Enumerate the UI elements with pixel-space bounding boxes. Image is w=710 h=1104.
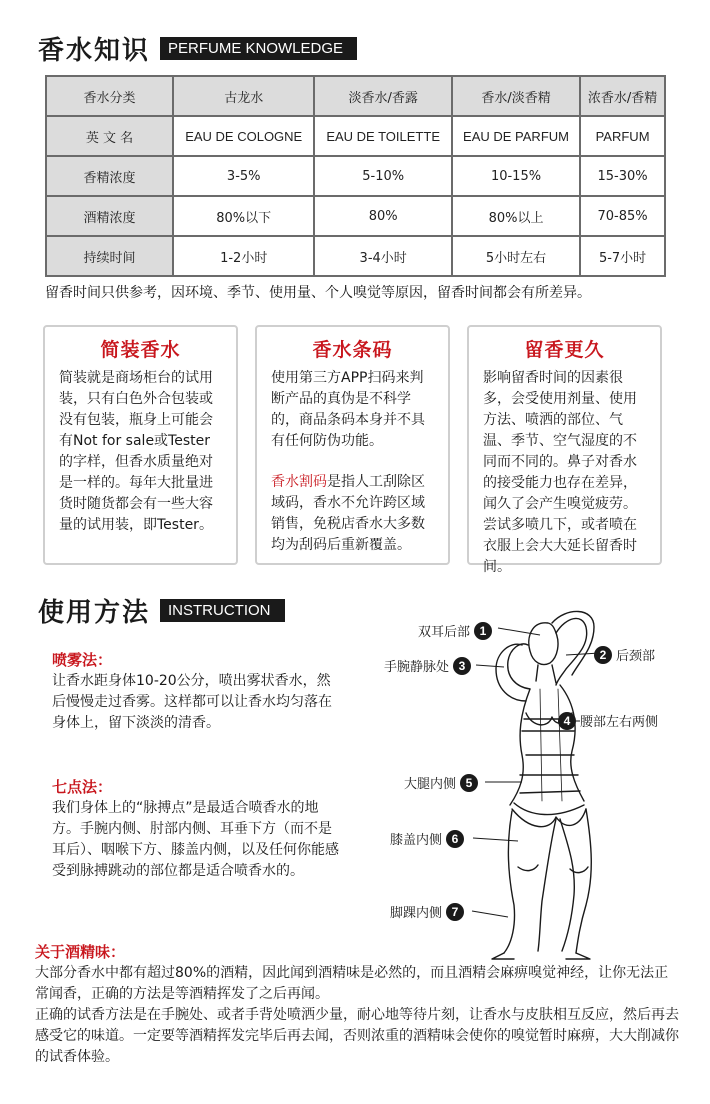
point-4	[558, 711, 658, 730]
row-header-cell: 酒精浓度	[46, 196, 173, 236]
point-1	[418, 621, 492, 640]
table-cell: 10-15%	[452, 156, 580, 196]
card-body	[257, 368, 448, 556]
point-label: 脚踝内侧	[390, 906, 443, 921]
spray-title: 喷雾法：	[52, 651, 113, 669]
number-2-icon: 2	[594, 646, 612, 664]
knowledge-header	[38, 30, 357, 67]
table-cell: 70-85%	[580, 196, 665, 236]
table-cell: 5小时左右	[452, 236, 580, 276]
highlight-text: 香水割码	[271, 474, 327, 490]
table-cell: 80%以下	[173, 196, 314, 236]
table-cell: 15-30%	[580, 156, 665, 196]
number-7-icon: 7	[446, 903, 464, 921]
knowledge-title-en: PERFUME KNOWLEDGE	[160, 37, 357, 60]
knowledge-title: 香水知识	[38, 36, 151, 66]
card-paragraph: 简装就是商场柜台的试用装，只有白色外合包装或没有包装，瓶身上可能会有Not for sale或Tester的字样，但香水质量绝对是一样的。每年大批量进货时随货都会有一些大容量的试用装，即Tester。	[59, 370, 213, 533]
point-7	[390, 902, 464, 921]
table-cell: 80%以上	[452, 196, 580, 236]
table-cell: 5-10%	[314, 156, 451, 196]
table-row	[46, 116, 665, 156]
number-5-icon: 5	[460, 774, 478, 792]
point-3	[384, 656, 471, 675]
instruction-title: 使用方法	[38, 598, 151, 628]
table-row	[46, 196, 665, 236]
number-4-icon: 4	[558, 712, 576, 730]
instruction-title-en: INSTRUCTION	[160, 599, 285, 622]
body-figure	[380, 605, 690, 960]
instruction-header	[38, 592, 285, 629]
number-3-icon: 3	[453, 657, 471, 675]
alcohol-paragraph-1: 大部分香水中都有超过80%的酒精，因此闻到酒精味是必然的，而且酒精会麻痹嗅觉神经，让你无法正常闻香，正确的方法是等酒精挥发了之后再闻。	[35, 965, 669, 1002]
point-6	[390, 829, 464, 848]
row-header-cell: 持续时间	[46, 236, 173, 276]
point-label: 后颈部	[616, 649, 656, 664]
table-cell: 浓香水/香精	[580, 76, 665, 116]
seven-title: 七点法：	[52, 778, 113, 796]
card-paragraph-2	[271, 472, 434, 556]
highlight-rest: 是指人工刮除区域码，香水不允许跨区域销售，免税店香水大多数均为刮码后重新覆盖。	[271, 474, 425, 553]
card-paragraph: 使用第三方APP扫码来判断产品的真伪是不科学的，商品条码本身并不具有任何防伪功能。	[271, 370, 425, 449]
table-cell: 1-2小时	[173, 236, 314, 276]
point-label: 膝盖内侧	[390, 833, 443, 848]
retention-note: 留香时间只供参考，因环境、季节、使用量、个人嗅觉等原因，留香时间都会有所差异。	[45, 285, 591, 301]
card-title: 香水条码	[312, 339, 393, 361]
card-title: 简装香水	[100, 339, 181, 361]
seven-text: 我们身体上的“脉搏点”是最适合喷香水的地方。手腕内侧、肘部内侧、耳垂下方（而不是耳后）、咽喉下方、膝盖内侧，以及任何你能感受到脉搏跳动的部位都是适合喷香水的。	[52, 800, 339, 879]
perfume-knowledge-table	[45, 75, 666, 277]
card-body	[45, 368, 236, 536]
card-title: 留香更久	[524, 339, 605, 361]
card-longer-lasting	[467, 325, 662, 575]
point-label: 大腿内侧	[404, 777, 457, 792]
table-cell: 5-7小时	[580, 236, 665, 276]
seven-point-method	[52, 777, 342, 882]
spray-method	[52, 650, 342, 734]
table-cell: EAU DE TOILETTE	[314, 116, 451, 156]
table-row	[46, 76, 665, 116]
number-6-icon: 6	[446, 830, 464, 848]
table-cell: PARFUM	[580, 116, 665, 156]
table-cell: EAU DE PARFUM	[452, 116, 580, 156]
table-cell: EAU DE COLOGNE	[173, 116, 314, 156]
row-header-cell: 香精浓度	[46, 156, 173, 196]
table-cell: 3-5%	[173, 156, 314, 196]
point-label: 腰部左右两侧	[580, 715, 659, 730]
table-cell: 3-4小时	[314, 236, 451, 276]
alcohol-paragraph-2: 正确的试香方法是在手腕处、或者手背处喷洒少量，耐心地等待片刻，让香水与皮肤相互反应，然后再去感受它的味道。一定要等酒精挥发完毕后再去闻，否则浓重的酒精味会使你的嗅觉暂时麻痹，大大削减你的试香体验。	[35, 1007, 679, 1065]
table-cell: 古龙水	[173, 76, 314, 116]
card-sample-perfume	[43, 325, 238, 565]
point-label: 手腕静脉处	[384, 660, 450, 675]
point-2	[594, 645, 655, 664]
table-cell: 香水/淡香精	[452, 76, 580, 116]
alcohol-section	[35, 942, 680, 1068]
spray-text: 让香水距身体10-20公分，喷出雾状香水，然后慢慢走过香雾。这样都可以让香水均匀落在身体上，留下淡淡的清香。	[52, 673, 332, 731]
point-label: 双耳后部	[418, 625, 471, 640]
number-1-icon: 1	[474, 622, 492, 640]
table-row	[46, 236, 665, 276]
card-body	[469, 368, 660, 578]
card-barcode	[255, 325, 450, 565]
table-cell: 80%	[314, 196, 451, 236]
alcohol-title: 关于酒精味：	[35, 943, 126, 961]
row-header-cell: 英 文 名	[46, 116, 173, 156]
table-row	[46, 156, 665, 196]
card-paragraph: 影响留香时间的因素很多，会受使用剂量、使用方法、喷洒的部位、气温、季节、空气湿度的不同而不同的。鼻子对香水的接受能力也存在差异，闻久了会产生嗅觉疲劳。尝试多喷几下，或者喷在衣服上会大大延长留香时间。	[483, 370, 637, 575]
table-cell: 淡香水/香露	[314, 76, 451, 116]
point-5	[404, 773, 478, 792]
row-header-cell: 香水分类	[46, 76, 173, 116]
